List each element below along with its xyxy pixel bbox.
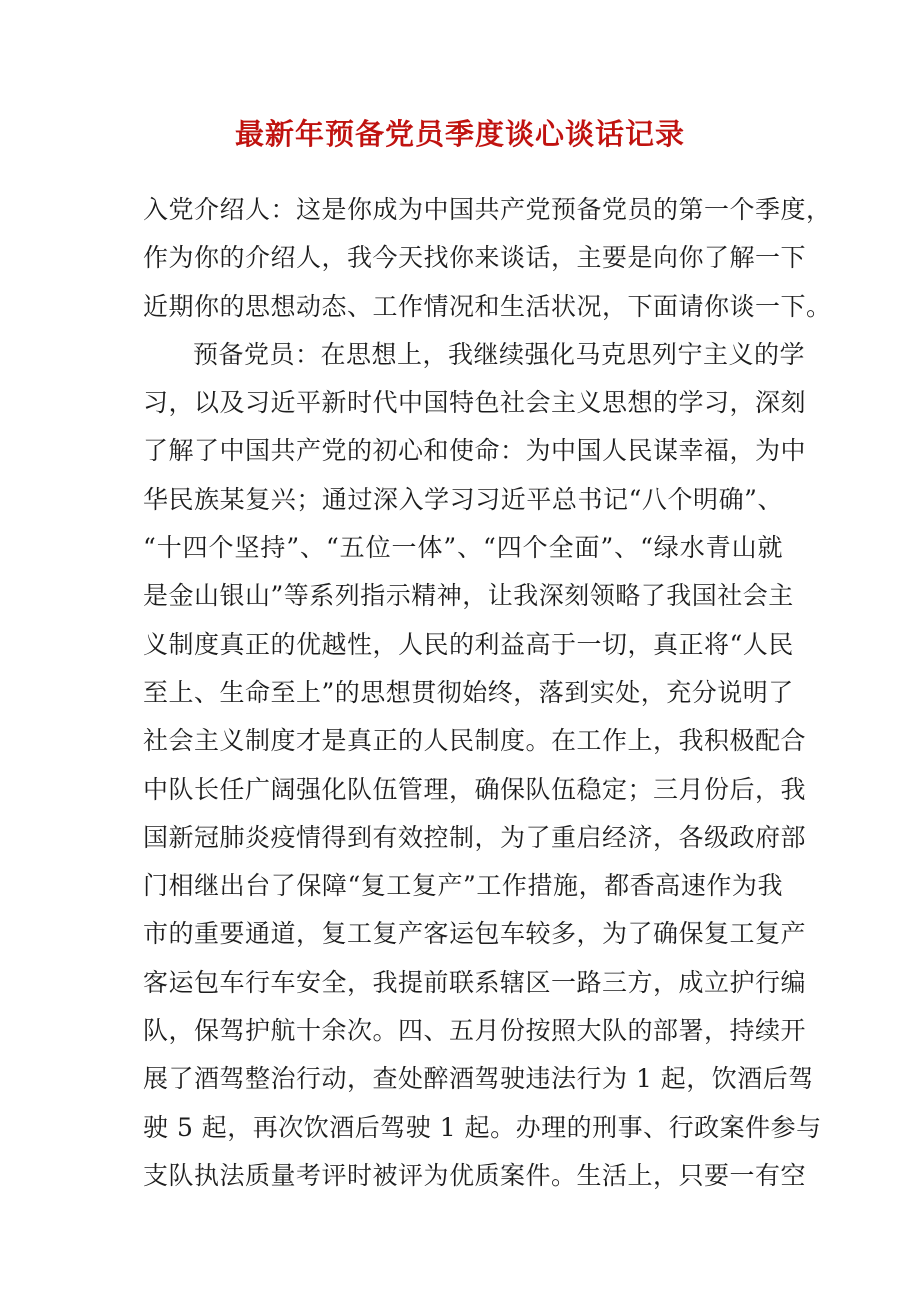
body-line: 市的重要通道，复工复产客运包车较多，为了确保复工复产 (143, 919, 807, 949)
body-line: 入党介绍人：这是你成为中国共产党预备党员的第一个季度， (143, 195, 832, 224)
body-line: 义制度真正的优越性，人民的利益高于一切，真正将“人民 (143, 629, 794, 659)
body-line: 社会主义制度才是真正的人民制度。在工作上，我积极配合 (143, 726, 807, 756)
body-line: 客运包车行车安全，我提前联系辖区一路三方，成立护行编 (143, 967, 807, 997)
body-line: 近期你的思想动态、工作情况和生活状况，下面请你谈一下。 (143, 291, 832, 321)
body-line: 习，以及习近平新时代中国特色社会主义思想的学习，深刻 (143, 388, 807, 418)
body-line: 了解了中国共产党的初心和使命：为中国人民谋幸福，为中 (143, 436, 807, 466)
body-line: 门相继出台了保障“复工复产”工作措施，都香高速作为我 (143, 871, 783, 901)
body-line: 驶 5 起，再次饮酒后驾驶 1 起。办理的刑事、行政案件参与 (143, 1112, 822, 1142)
body-line: 支队执法质量考评时被评为优质案件。生活上，只要一有空 (143, 1160, 807, 1190)
body-line: 国新冠肺炎疫情得到有效控制，为了重启经济，各级政府部 (143, 822, 807, 852)
body-line: 华民族某复兴；通过深入学习习近平总书记“八个明确”、 (143, 484, 783, 514)
body-line: “十四个坚持”、“五位一体”、“四个全面”、“绿水青山就 (143, 533, 783, 563)
body-line: 至上、生命至上”的思想贯彻始终，落到实处，充分说明了 (143, 677, 794, 707)
body-line: 展了酒驾整治行动，查处醉酒驾驶违法行为 1 起，饮酒后驾 (143, 1064, 814, 1094)
paragraph-start-line: 预备党员：在思想上，我继续强化马克思列宁主义的学 (193, 339, 806, 369)
body-line: 队，保驾护航十余次。四、五月份按照大队的部署，持续开 (143, 1016, 807, 1046)
document-title: 最新年预备党员季度谈心谈话记录 (234, 117, 685, 151)
body-line: 作为你的介绍人，我今天找你来谈话，主要是向你了解一下 (143, 243, 807, 273)
body-line: 是金山银山”等系列指示精神，让我深刻领略了我国社会主 (143, 581, 794, 611)
document-body (143, 186, 832, 1200)
body-line: 中队长任广阔强化队伍管理，确保队伍稳定；三月份后，我 (143, 774, 807, 804)
